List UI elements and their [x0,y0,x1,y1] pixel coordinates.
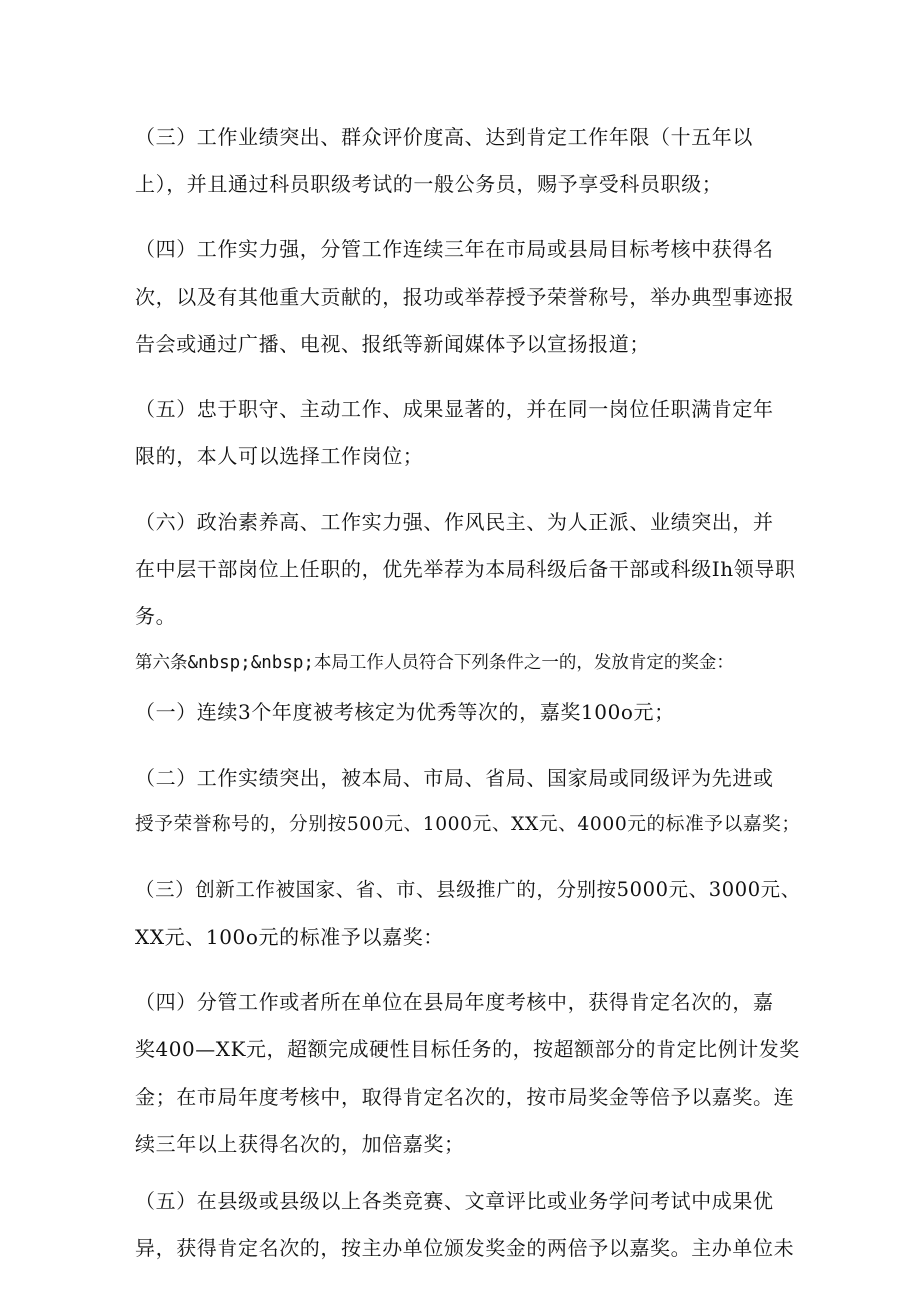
text-line: 限的，本人可以选择工作岗位； [135,444,424,469]
text-line: 上），并且通过科员职级考试的一般公务员，赐予享受科员职级； [135,172,723,197]
text-line: 务。 [135,603,177,628]
text-line: 告会或通过广播、电视、报纸等新闻媒体予以宣扬报道； [135,331,650,356]
text-line: 奖400—XK元，超额完成硬性目标任务的，按超额部分的肯定比例计发奖 [135,1037,800,1061]
article-heading: 第六条&nbsp;&nbsp;本局工作人员符合下列条件之一的，发放肯定的奖金： [135,653,734,674]
text-line: （二）工作实绩突出，被本局、市局、省局、国家局或同级评为先进或 [135,765,774,790]
text-line: （一）连续3个年度被考核定为优秀等次的，嘉奖100o元； [135,700,675,725]
text-line: （四）工作实力强，分管工作连续三年在市局或县局目标考核中获得名 [135,237,774,262]
text-line: 授予荣誉称号的，分别按500元、1000元、XX元、4000元的标准予以嘉奖； [135,813,801,835]
text-line: 在中层干部岗位上任职的，优先举荐为本局科级后备干部或科级Ih领导职 [135,556,796,581]
text-line: （五）在县级或县级以上各类竞赛、文章评比或业务学问考试中成果优 [135,1188,774,1213]
text-line: 续三年以上获得名次的，加倍嘉奖； [135,1132,465,1157]
text-line: 次，以及有其他重大贡献的，报功或举荐授予荣誉称号，举办典型事迹报 [135,284,795,309]
text-line: （五）忠于职守、主动工作、成果显著的，并在同一岗位任职满肯定年 [135,397,774,422]
text-line: 异，获得肯定名次的，按主办单位颁发奖金的两倍予以嘉奖。主办单位未 [135,1236,795,1260]
text-line: （六）政治素养高、工作实力强、作风民主、为人正派、业绩突出，并 [135,509,774,534]
text-line: （四）分管工作或者所在单位在县局年度考核中，获得肯定名次的，嘉 [135,990,774,1015]
text-line: （三）工作业绩突出、群众评价度高、达到肯定工作年限（十五年以 [135,125,753,149]
text-line: （三）创新工作被国家、省、市、县级推广的，分别按5000元、3000元、 [135,877,801,901]
text-line: XX元、100o元的标准予以嘉奖： [135,925,444,950]
text-line: 金；在市局年度考核中，取得肯定名次的，按市局奖金等倍予以嘉奖。连 [135,1084,795,1109]
